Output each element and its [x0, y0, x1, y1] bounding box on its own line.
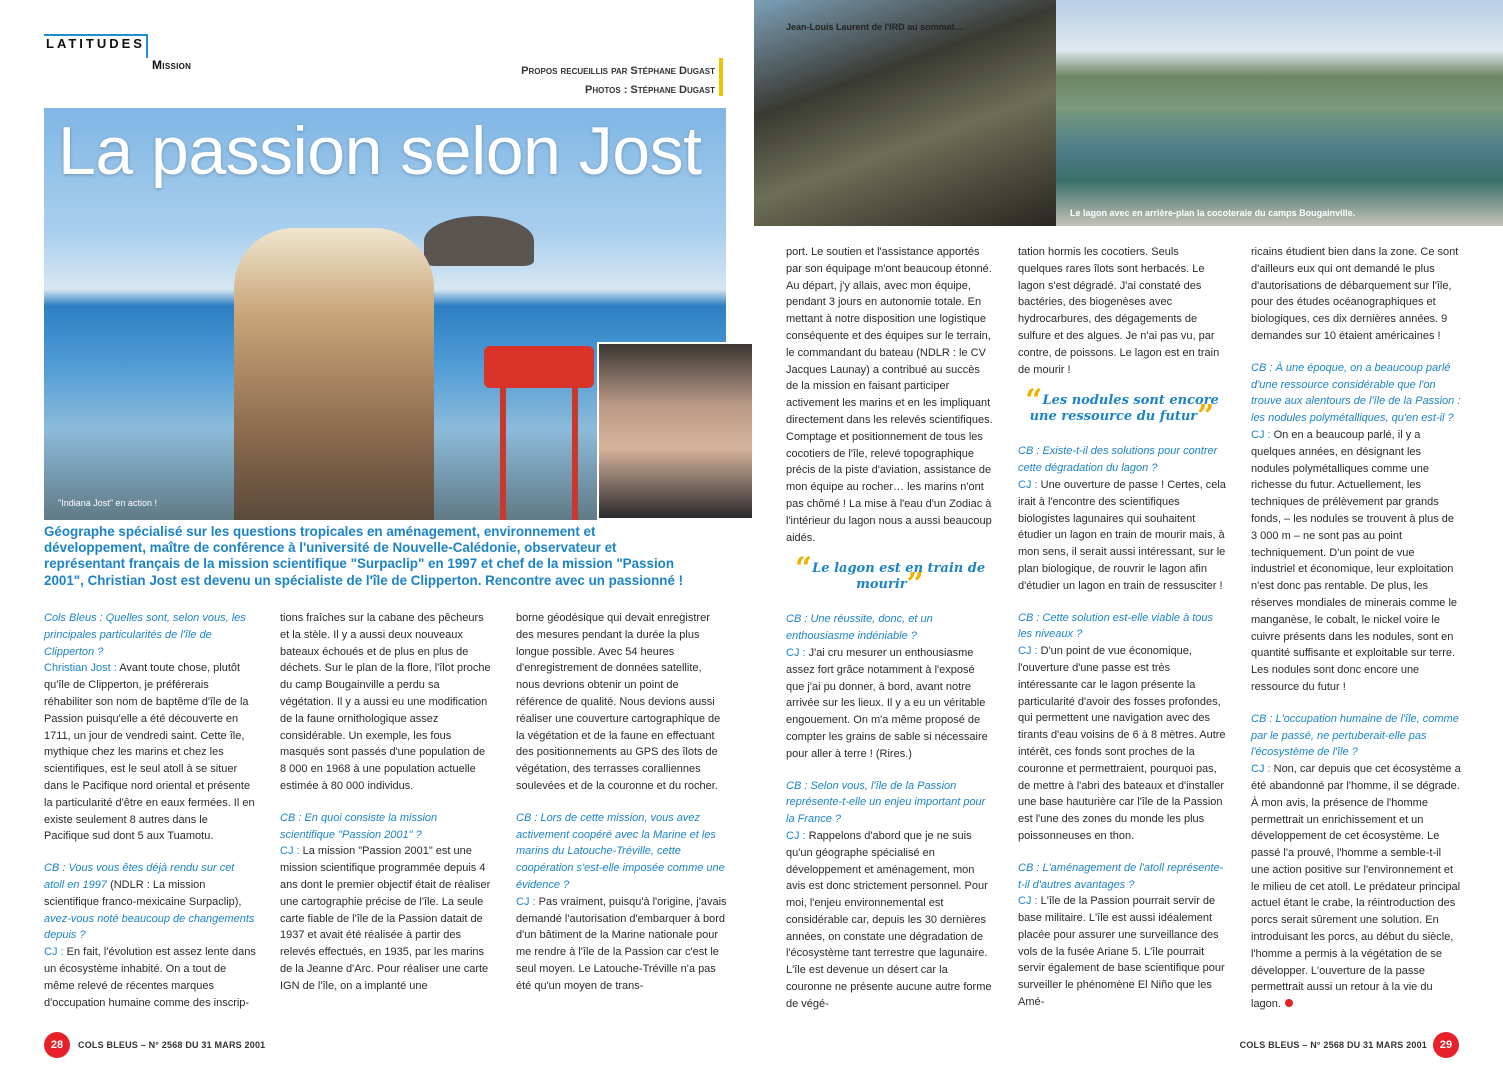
question: CB : Selon vous, l'île de la Passion représente-t-elle un enjeu important pour la France ? — [786, 779, 986, 826]
answer: L'île de la Passion pourrait servir de base militaire. L'île est aussi idéalement placée pour assurer une surveillance des vols de la fusée Ariane 5. L'île pourrait servir également de base scientifique pour surveiller le phénomène El Niño que les Amé- — [1018, 895, 1225, 1009]
lagoon-photo — [1056, 0, 1503, 226]
answer-label: CJ : — [516, 895, 539, 908]
answer-label: CJ : — [786, 829, 809, 842]
question: CB : Lors de cette mission, vous avez activement coopéré avec la Marine et les marins du Latouche-Tréville, cette coopération s'est-elle imposée comme une évidence ? — [516, 811, 725, 891]
article-title: La passion selon Jost — [58, 113, 702, 189]
answer-label: CJ : — [280, 845, 303, 858]
end-mark-icon — [1285, 999, 1293, 1007]
answer: Une ouverture de passe ! Certes, cela irait à l'encontre des scientifiques biologistes lagunaires qui souhaitent étudier un lagon en train de mourir mais, à mon sens, il serait aussi intéressant, sur le plan biologique, de rouvrir le lagon afin d'étudier un lagon en train de ressusciter ! — [1018, 478, 1226, 592]
section-label: LATITUDES — [46, 36, 145, 51]
column-6 — [1251, 244, 1461, 1028]
quote-close-icon: ” — [1197, 399, 1215, 435]
answer-label: CJ : — [1018, 895, 1041, 908]
question: CB : En quoi consiste la mission scientifique "Passion 2001" ? — [280, 811, 438, 841]
credit-bar — [719, 58, 723, 96]
answer: Avant toute chose, plutôt qu'île de Clipperton, je préférerais réhabiliter son nom de baptême d'île de la Passion puisqu'elle a été découverte en 1711, un jour de vendredi saint. Cette île, mythique chez les marins et chez les scientifiques, est le seul atoll à se situer dans le Pacifique nord oriental et présente la particularité d'être en eaux fermées. Il en existe seulement 8 autres dans le Pacifique sud dont 5 aux Tuamotu. — [44, 662, 255, 843]
lagoon-caption: Le lagon avec en arrière-plan la cocoteraie du camps Bougainville. — [1070, 208, 1356, 218]
question: Cols Bleus : Quelles sont, selon vous, les principales particularités de l'île de Clipperton ? — [44, 612, 246, 658]
question: CB : À une époque, on a beaucoup parlé d'une ressource considérable que l'on trouve aux alentours de l'île de la Passion : les nodules polymétalliques, qu'en est-il ? — [1251, 361, 1461, 425]
portrait-photo — [597, 342, 754, 520]
question: avez-vous noté beaucoup de changements depuis ? — [44, 912, 255, 942]
question: CB : Une réussite, donc, et un enthousiasme indéniable ? — [786, 613, 933, 643]
question: CB : Existe-t-il des solutions pour contrer cette dégradation du lagon ? — [1018, 445, 1218, 475]
question: CB : Vous vous êtes déjà rendu sur cet atoll en 1997 — [44, 862, 235, 891]
summit-photo — [754, 0, 1056, 226]
credit-interview: Propos recueillis par Stéphane Dugast — [521, 65, 715, 77]
column-2 — [280, 610, 492, 1010]
page-number-left: 28 — [44, 1032, 70, 1058]
quote-open-icon: “ — [1025, 383, 1043, 419]
column-4 — [786, 244, 994, 1028]
geographer-figure — [234, 228, 434, 520]
pull-quote-text: Les nodules sont encore une ressource du futur — [1029, 393, 1219, 425]
question: CB : L'aménagement de l'atoll représente-t-il d'autres avantages ? — [1018, 861, 1224, 891]
paragraph: ricains étudient bien dans la zone. Ce sont d'ailleurs eux qui ont demandé le plus d'autorisations de débarquement sur l'île, pour des études océanographiques et biologiques, ces dix dernières années. 9 demandes sur 10 étaient américaines ! — [1251, 246, 1459, 342]
answer: Pas vraiment, puisqu'à l'origine, j'avais demandé l'autorisation d'embarquer à bord d'un bâtiment de la Marine nationale pour me rendre à l'île de la Passion car c'est le seul moyen. Le Latouche-Tréville n'a pas été qu'un moyen de trans- — [516, 895, 727, 992]
quote-open-icon: “ — [794, 551, 813, 587]
summit-caption: Jean-Louis Laurent de l'IRD au sommet... — [786, 22, 963, 32]
answer: On en a beaucoup parlé, il y a quelques années, en désignant les nodules polymétalliques comme une richesse du futur. Actuellement, les techniques de prélèvement par grands fonds, – les nodules se trouvent à plus de 3 000 m – ne sont pas au point techniquement. D'un point de vue industriel et économique, leur exploitation n'est donc pas rentable. De plus, les réserves mondiales de minerais comme le manganèse, le cobalt, le nickel voire le cuivre présents dans les nodules, sont en quantité suffisante et exploitable sur terre. Les nodules sont donc encore une ressource du futur ! — [1251, 428, 1458, 693]
answer: Rappelons d'abord que je ne suis qu'un géographe spécialisé en développement et aménagement, mon avis est donc strictement personnel. Pour moi, l'enjeu environnemental est considérable car, depuis les 30 dernières années, on constate une dégradation de l'écosystème tant terrestre que lagunaire. L'île est devenue un désert car la couronne ne présente aucune autre forme de végé- — [786, 829, 992, 1010]
answer-label: CJ : — [786, 646, 809, 659]
question: CB : L'occupation humaine de l'île, comme par le passé, ne pertuberait-elle pas l'écosystème de l'île ? — [1251, 712, 1459, 759]
answer-label: CJ : — [44, 946, 67, 959]
question-note: (NDLR : La mission scientifique franco-mexicaine Surpaclip), — [44, 878, 242, 908]
footer-right: COLS BLEUS – N° 2568 DU 31 MARS 2001 — [1239, 1040, 1427, 1050]
island-rock — [424, 216, 534, 266]
column-3 — [516, 610, 728, 1010]
paragraph: tation hormis les cocotiers. Seuls quelques rares îlots sont herbacés. Le lagon s'est dégradé. J'ai constaté des bactéries, des biogenèses avec hydrocarbures, des dégagements de sulfure et des algues. Je n'ai pas vu, par contre, de poissons. Le lagon est en train de mourir ! — [1018, 246, 1220, 376]
intro-text: Géographe spécialisé sur les questions tropicales en aménagement, environnement et développement, maître de conférence à l'université de Nouvelle-Calédonie, observateur et représentant français de la mission scientifique "Surpaclip" en 1997 et chef de la mission "Passion 2001", Christian Jost est devenu un spécialiste de l'île de Clipperton. Rencontre avec un passionné ! — [44, 524, 684, 588]
answer: Non, car depuis que cet écosystème a été abandonné par l'homme, il se dégrade. À mon avis, la présence de l'homme permettrait un enrichissement et un développement de cet écosystème. Le passé l'a prouvé, l'homme a semble-t-il une action positive sur l'environnement et le milieu de cet atoll. Le prédateur principal actuel étant le crabe, la réintroduction des porcs serait sûrement une solution. En introduisant les porcs, au début du siècle, l'homme a permis à la végétation de se développer. L'ouverture de la passe permettrait aussi un retour à la vie du lagon. — [1251, 763, 1461, 1011]
paragraph: port. Le soutien et l'assistance apportés par son équipage m'ont beaucoup étonné. Au départ, j'y allais, avec mon équipe, pendant 3 jours en autonomie totale. En mettant à notre disposition une logistique conséquente et des équipes sur le terrain, le commandant du bateau (NDLR : le CV Jacques Launay) a contribué au succès de la mission en faisant participer activement les marins et en les impliquant directement dans les relevés scientifiques. Comptage et positionnement de tous les cocotiers de l'île, relevé topographique précis de la piste d'aviation, assistance de mon équipe au rocher… les marins n'ont pas chômé ! La mise à l'eau d'un Zodiac à l'intérieur du lagon nous a aussi beaucoup aidés. — [786, 246, 993, 544]
column-1 — [44, 610, 256, 1026]
credit-photos: Photos : Stéphane Dugast — [585, 84, 715, 96]
pull-quote-text: Le lagon est en train de mourir — [812, 561, 986, 593]
credits — [521, 62, 721, 100]
answer: J'ai cru mesurer un enthousiasme assez fort grâce notamment à l'exposé que j'ai pu donner, à bord, avant notre arrivée sur les lieux. Il y a eu un véritable engouement. On m'a même proposé de compter les grains de sable si nécessaire pour aller à terre ! (Rires.) — [786, 646, 988, 760]
pull-quote-lagon — [786, 551, 994, 603]
column-5 — [1018, 244, 1226, 1026]
answer-label: CJ : — [1251, 763, 1274, 776]
answer-label: CJ : — [1018, 645, 1041, 658]
answer-label: CJ : — [1018, 478, 1041, 491]
paragraph: tions fraîches sur la cabane des pêcheurs et la stèle. Il y a aussi deux nouveaux bateaux échoués et de plus en plus de déchets. Sur le plan de la flore, l'îlot proche du camp Bougainville a perdu sa végétation. Il y a aussi eu une modification de la faune ornithologique assez considérable. Un exemple, les fous masqués sont passés d'une population de 8 000 en 1968 à une population actuelle estimée à 80 000 individus. — [280, 612, 491, 792]
answer-label: CJ : — [1251, 428, 1274, 441]
question: CB : Cette solution est-elle viable à tous les niveaux ? — [1018, 611, 1214, 641]
pull-quote-nodules — [1018, 383, 1226, 435]
hero-caption: "Indiana Jost" en action ! — [58, 498, 157, 508]
answer: D'un point de vue économique, l'ouverture d'une passe est très intéressante car le lagon présente la particularité d'avoir des fosses profondes, qui permettent une navigation avec des tirants d'eau voisins de 6 à 8 mètres. Autre intérêt, ces fonds sont proches de la couronne et permettraient, pourquoi pas, de mettre à l'abri des bateaux et d'installer une base hauturière car l'île de la Passion est l'une des zones du monde les plus poissonneuses en thon. — [1018, 645, 1226, 842]
quote-close-icon: ” — [906, 567, 924, 603]
footer-left: COLS BLEUS – N° 2568 DU 31 MARS 2001 — [78, 1040, 266, 1050]
page-number-right: 29 — [1433, 1032, 1459, 1058]
answer: En fait, l'évolution est assez lente dans un écosystème inhabité. On a tout de même relevé de récentes marques d'occupation humaine comme des inscrip- — [44, 946, 256, 1009]
answer-label: Christian Jost : — [44, 662, 120, 675]
subsection-label: Mission — [152, 58, 192, 72]
survey-level — [484, 346, 594, 388]
answer: La mission "Passion 2001" est une mission scientifique programmée depuis 4 ans dont le premier objectif était de réaliser une cartographie précise de l'île. La seule carte fiable de l'île de la Passion datait de 1937 et avait été réalisée à partir des relevés effectués, en 1935, par les marins de la Jeanne d'Arc. Pour réaliser une carte IGN de l'île, on a implanté une — [280, 845, 491, 992]
paragraph: borne géodésique qui devait enregistrer des mesures pendant la durée la plus longue possible. Avec 54 heures d'enregistrement de données satellite, nous devrions obtenir un point de référence de qualité. Nous devions aussi réaliser une couverture cartographique de la végétation et de la faune en effectuant des positionnements au GPS des îlots de végétation, des terrasses coralliennes soulevées et de la couronne et du rocher. — [516, 612, 721, 792]
